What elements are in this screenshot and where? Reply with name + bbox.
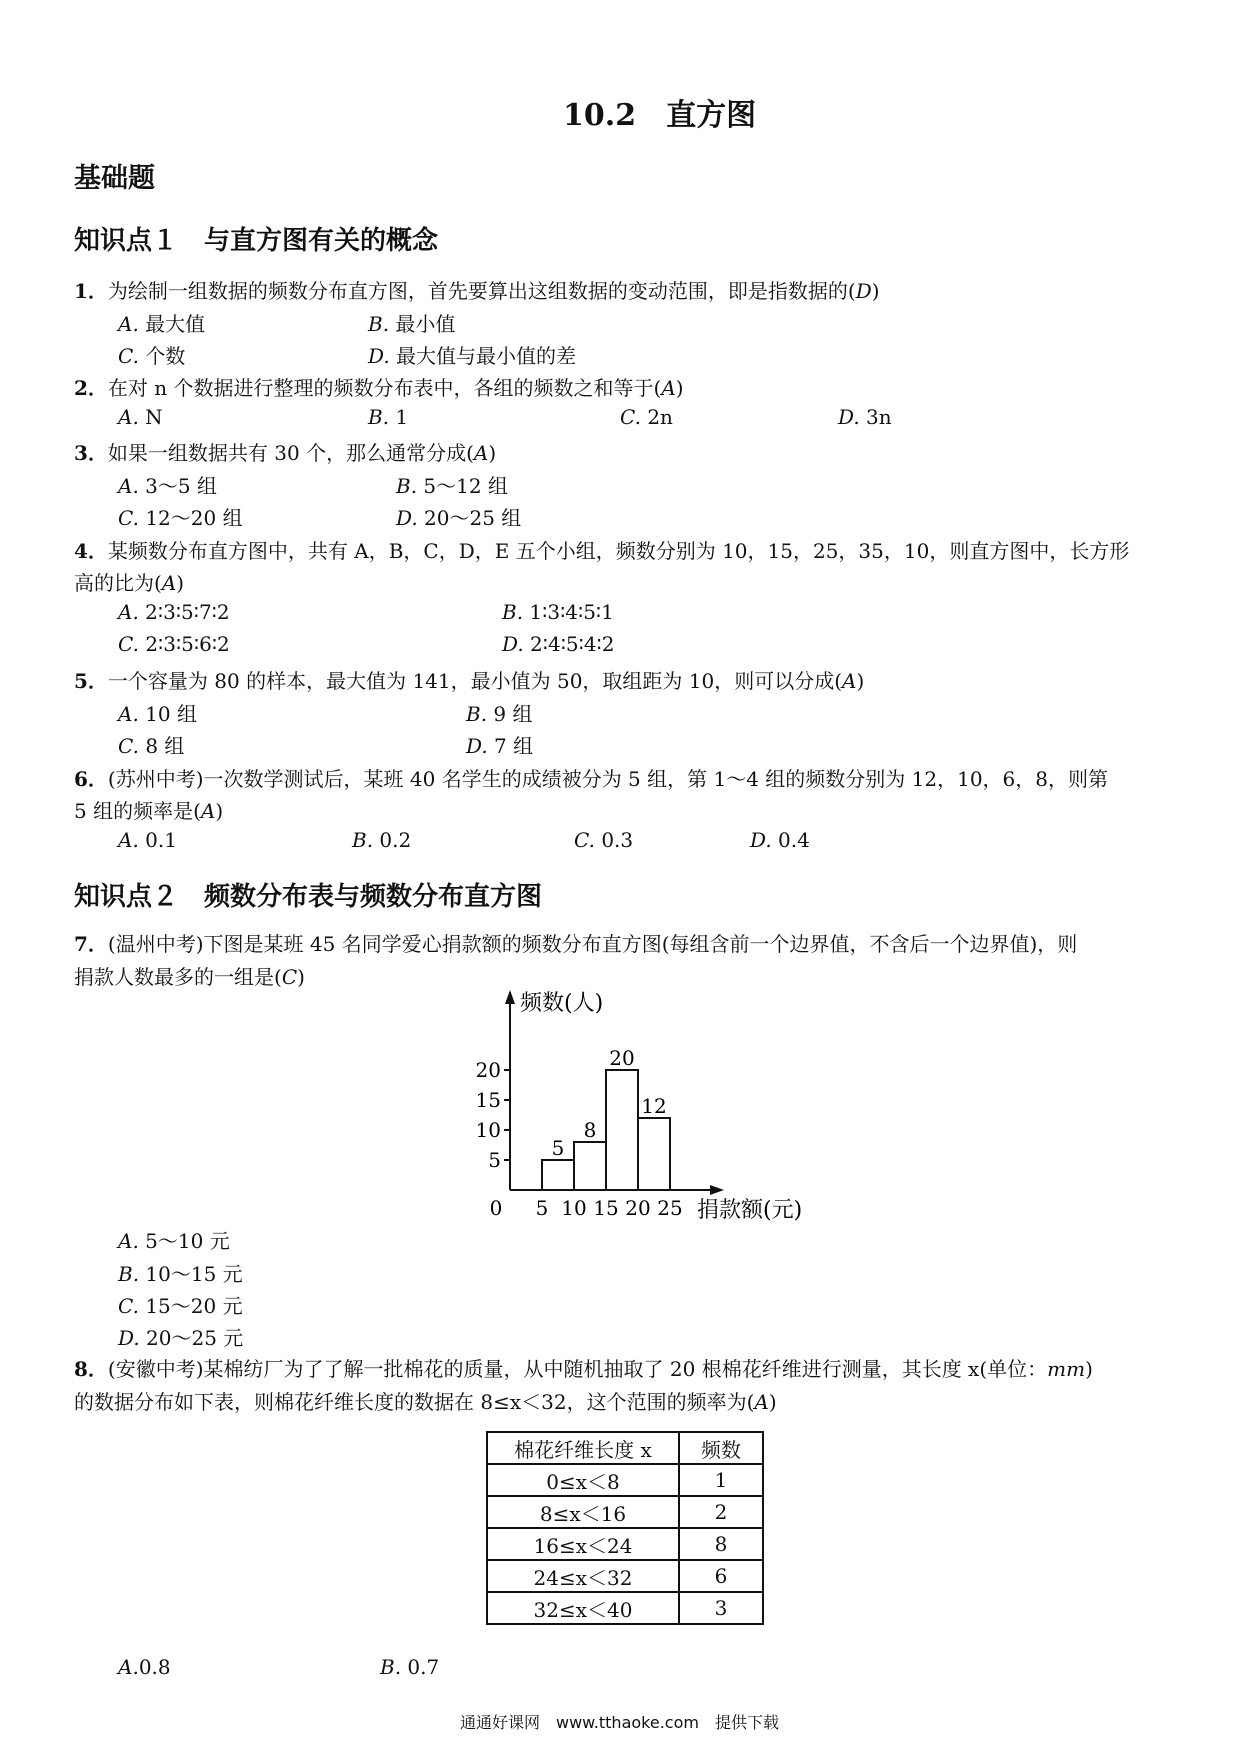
y-tick-label: 20: [475, 1058, 501, 1082]
bar-value-label: 20: [609, 1046, 635, 1070]
histogram-bar: [542, 1160, 574, 1190]
option-letter: A.: [118, 600, 139, 624]
option-letter: C.: [118, 506, 139, 530]
question-close: ): [675, 376, 684, 400]
option-text: 最大值与最小值的差: [396, 344, 577, 368]
option-text: 20～25 元: [146, 1326, 244, 1350]
x-tick-label: 10: [561, 1196, 587, 1220]
option-text: 0.2: [379, 828, 412, 852]
table-header: 棉花纤维长度 x: [487, 1432, 679, 1464]
option-a: [118, 405, 163, 429]
option-letter: A.: [118, 312, 139, 336]
option-c: [118, 502, 243, 531]
question-text: 某频数分布直方图中，共有 A，B，C，D，E 五个小组，频数分别为 10，15，25，35，10，则直方图中，长方形: [107, 539, 1130, 563]
table-cell: 8≤x＜16: [487, 1496, 679, 1528]
option-text: 10 组: [145, 702, 197, 726]
question-text: 捐款人数最多的一组是(: [74, 965, 282, 989]
x-axis-label: 捐款额(元): [697, 1198, 803, 1223]
option-a: [118, 698, 197, 727]
question-close: ): [488, 441, 497, 465]
y-tick-label: 10: [475, 1118, 501, 1142]
table-cell: 32≤x＜40: [487, 1592, 679, 1624]
option-letter: D.: [118, 1326, 140, 1350]
option-a: [118, 600, 230, 624]
option-letter: B.: [502, 600, 524, 624]
question-text: 为绘制一组数据的频数分布直方图，首先要算出这组数据的变动范围，即是指数据的(: [107, 279, 856, 303]
option-text: 0.4: [778, 828, 810, 852]
page-title: 10.2 直方图: [563, 98, 757, 133]
question-4: [74, 535, 1129, 564]
histogram-bar: [574, 1142, 606, 1190]
option-letter: D.: [838, 405, 860, 429]
table-cell: 3: [679, 1592, 763, 1624]
answer: A: [161, 571, 177, 595]
question-number: 6．: [74, 767, 108, 791]
question-number: 5．: [74, 669, 108, 693]
bar-value-label: 12: [641, 1094, 667, 1118]
option-text: 最小值: [395, 312, 456, 336]
table-row: [487, 1592, 763, 1624]
option-letter: A.: [118, 828, 139, 852]
question-close: ): [215, 799, 224, 823]
option-text: 5～12 组: [423, 474, 508, 498]
question-close: ): [871, 279, 880, 303]
option-text: 7 组: [494, 734, 534, 758]
option-letter: D.: [396, 506, 418, 530]
option-letter: A.: [118, 474, 139, 498]
question-number: 3．: [74, 441, 108, 465]
answer: C: [281, 965, 298, 989]
section-heading: 基础题: [74, 163, 155, 194]
option-c: [118, 1290, 243, 1319]
question-7-line-2: [74, 961, 305, 990]
x-axis-arrow: [710, 1185, 724, 1195]
option-text: 2∶4∶5∶4∶2: [530, 632, 615, 656]
histogram-chart: [470, 990, 820, 1230]
y-axis-arrow: [505, 990, 515, 1004]
option-letter: D.: [502, 632, 524, 656]
option-b: [466, 698, 533, 727]
knowledge-point-1-heading: 知识点１ 与直方图有关的概念: [74, 226, 439, 256]
option-text: 0.8: [138, 1655, 171, 1679]
option-letter: C.: [574, 828, 595, 852]
table-row: [487, 1560, 763, 1592]
option-letter: B.: [396, 474, 418, 498]
question-text: 高的比为(: [74, 571, 162, 595]
unit: mm: [1047, 1357, 1086, 1381]
option-letter: C.: [118, 734, 139, 758]
option-text: 最大值: [145, 312, 206, 336]
option-text: 个数: [145, 344, 186, 368]
question-close: ): [297, 965, 305, 989]
table-cell: 16≤x＜24: [487, 1528, 679, 1560]
question-close: ): [768, 1390, 777, 1414]
table-cell: 8: [679, 1528, 763, 1560]
question-text: 在对 n 个数据进行整理的频数分布表中，各组的频数之和等于(: [107, 376, 662, 400]
question-text: 5 组的频率是(: [74, 799, 201, 823]
option-d: [466, 730, 533, 759]
question-6: [74, 763, 1108, 792]
question-6-line-2: [74, 795, 223, 824]
question-close: ): [856, 669, 865, 693]
option-text: 9 组: [493, 702, 533, 726]
answer: A: [661, 376, 676, 400]
question-8: [74, 1353, 1093, 1382]
option-c: [118, 632, 230, 656]
option-b: [118, 1258, 243, 1287]
option-letter: D.: [750, 828, 772, 852]
option-letter: C.: [118, 632, 139, 656]
question-text-end: ): [1085, 1357, 1093, 1381]
option-a: [118, 308, 205, 337]
question-number: 8．: [74, 1357, 108, 1381]
question-text: 一个容量为 80 的样本，最大值为 141，最小值为 50，取组距为 10，则可以分成(: [107, 669, 843, 693]
option-b: [502, 600, 614, 624]
table-cell: 1: [679, 1464, 763, 1496]
option-d: [396, 502, 521, 531]
x-tick-label: 15: [593, 1196, 619, 1220]
option-text: 8 组: [145, 734, 185, 758]
question-number: 4．: [74, 539, 108, 563]
question-7: [74, 928, 1077, 957]
option-a: [118, 1225, 230, 1254]
answer: A: [200, 799, 216, 823]
question-4-line-2: [74, 567, 184, 596]
option-d: [838, 405, 892, 429]
page-footer: 通通好课网 www.tthaoke.com 提供下载: [460, 1713, 779, 1732]
option-letter: A.: [118, 1655, 139, 1679]
bar-value-label: 8: [583, 1118, 597, 1142]
question-8-line-2: [74, 1386, 777, 1415]
answer: A: [842, 669, 857, 693]
table-cell: 24≤x＜32: [487, 1560, 679, 1592]
option-b: [396, 470, 508, 499]
y-tick-label: 5: [488, 1148, 501, 1172]
option-b: [352, 828, 411, 852]
table-cell: 0≤x＜8: [487, 1464, 679, 1496]
option-text: 2∶3∶5∶6∶2: [145, 632, 230, 656]
x-tick-label: 20: [625, 1196, 651, 1220]
answer: A: [473, 441, 489, 465]
bar-value-label: 5: [551, 1136, 565, 1160]
question-text: (苏州中考)一次数学测试后，某班 40 名学生的成绩被分为 5 组，第 1～4 组的频数分别为 12，10，6，8，则第: [107, 767, 1108, 791]
option-letter: C.: [620, 405, 641, 429]
option-c: [574, 828, 633, 852]
histogram-bar: [638, 1118, 670, 1190]
histogram-bar: [606, 1070, 638, 1190]
option-letter: C.: [118, 344, 139, 368]
option-text: 1: [395, 405, 409, 429]
question-number: 2．: [74, 376, 108, 400]
y-tick-label: 15: [475, 1088, 501, 1112]
option-c: [118, 340, 185, 369]
answer: A: [754, 1390, 769, 1414]
option-letter: B.: [352, 828, 374, 852]
x-tick-label: 5: [535, 1196, 549, 1220]
option-b: [368, 308, 455, 337]
table-row: [487, 1496, 763, 1528]
question-2: [74, 372, 684, 401]
question-1: [74, 275, 880, 304]
option-text: 0.7: [407, 1655, 440, 1679]
option-a: [118, 470, 217, 499]
option-letter: A.: [118, 405, 139, 429]
knowledge-point-2-heading: 知识点２ 频数分布表与频数分布直方图: [74, 882, 543, 912]
question-number: 7．: [74, 932, 108, 956]
y-axis-label: 频数(人): [520, 991, 604, 1016]
table-header: 频数: [679, 1432, 763, 1464]
question-5: [74, 665, 864, 694]
option-b: [380, 1655, 439, 1679]
question-text: 如果一组数据共有 30 个，那么通常分成(: [107, 441, 474, 465]
option-letter: D.: [466, 734, 488, 758]
table-row: [487, 1528, 763, 1560]
option-letter: B.: [368, 405, 390, 429]
option-text: 2∶3∶5∶7∶2: [145, 600, 230, 624]
option-d: [750, 828, 810, 852]
question-text: 的数据分布如下表，则棉花纤维长度的数据在 8≤x＜32，这个范围的频率为(: [74, 1390, 755, 1414]
answer: D: [855, 279, 872, 303]
option-letter: D.: [368, 344, 390, 368]
option-d: [502, 632, 615, 656]
question-text: (温州中考)下图是某班 45 名同学爱心捐款额的频数分布直方图(每组含前一个边界值，不含后一个边界值)，则: [107, 932, 1078, 956]
option-text: 10～15 元: [145, 1262, 243, 1286]
option-text: 0.3: [601, 828, 634, 852]
option-letter: B.: [118, 1262, 140, 1286]
x-tick-label: 25: [657, 1196, 683, 1220]
option-d: [368, 340, 576, 369]
table-row: [487, 1464, 763, 1496]
option-d: [118, 1322, 243, 1351]
option-a: [118, 828, 177, 852]
question-close: ): [176, 571, 185, 595]
question-3: [74, 437, 496, 466]
question-text: (安徽中考)某棉纺厂为了了解一批棉花的质量，从中随机抽取了 20 根棉花纤维进行测量，其长度 x(单位：: [107, 1357, 1048, 1381]
option-text: 0.1: [145, 828, 177, 852]
option-c: [620, 405, 673, 429]
option-letter: A.: [118, 1229, 139, 1253]
option-letter: B.: [466, 702, 488, 726]
option-text: 3～5 组: [145, 474, 217, 498]
x-tick-label: 0: [489, 1196, 503, 1220]
option-letter: A.: [118, 702, 139, 726]
question-number: 1．: [74, 279, 108, 303]
option-text: 1∶3∶4∶5∶1: [529, 600, 614, 624]
option-text: 15～20 元: [145, 1294, 243, 1318]
table-header-row: [487, 1432, 763, 1464]
option-text: N: [145, 405, 163, 429]
option-letter: B.: [380, 1655, 402, 1679]
option-text: 3n: [866, 405, 892, 429]
option-letter: C.: [118, 1294, 139, 1318]
option-text: 20～25 组: [424, 506, 522, 530]
table-cell: 6: [679, 1560, 763, 1592]
option-text: 5～10 元: [145, 1229, 230, 1253]
option-c: [118, 730, 184, 759]
table-cell: 2: [679, 1496, 763, 1528]
option-a: [118, 1655, 171, 1679]
option-text: 12～20 组: [145, 506, 243, 530]
frequency-table: [486, 1431, 764, 1625]
option-text: 2n: [647, 405, 673, 429]
option-letter: B.: [368, 312, 390, 336]
option-b: [368, 405, 408, 429]
